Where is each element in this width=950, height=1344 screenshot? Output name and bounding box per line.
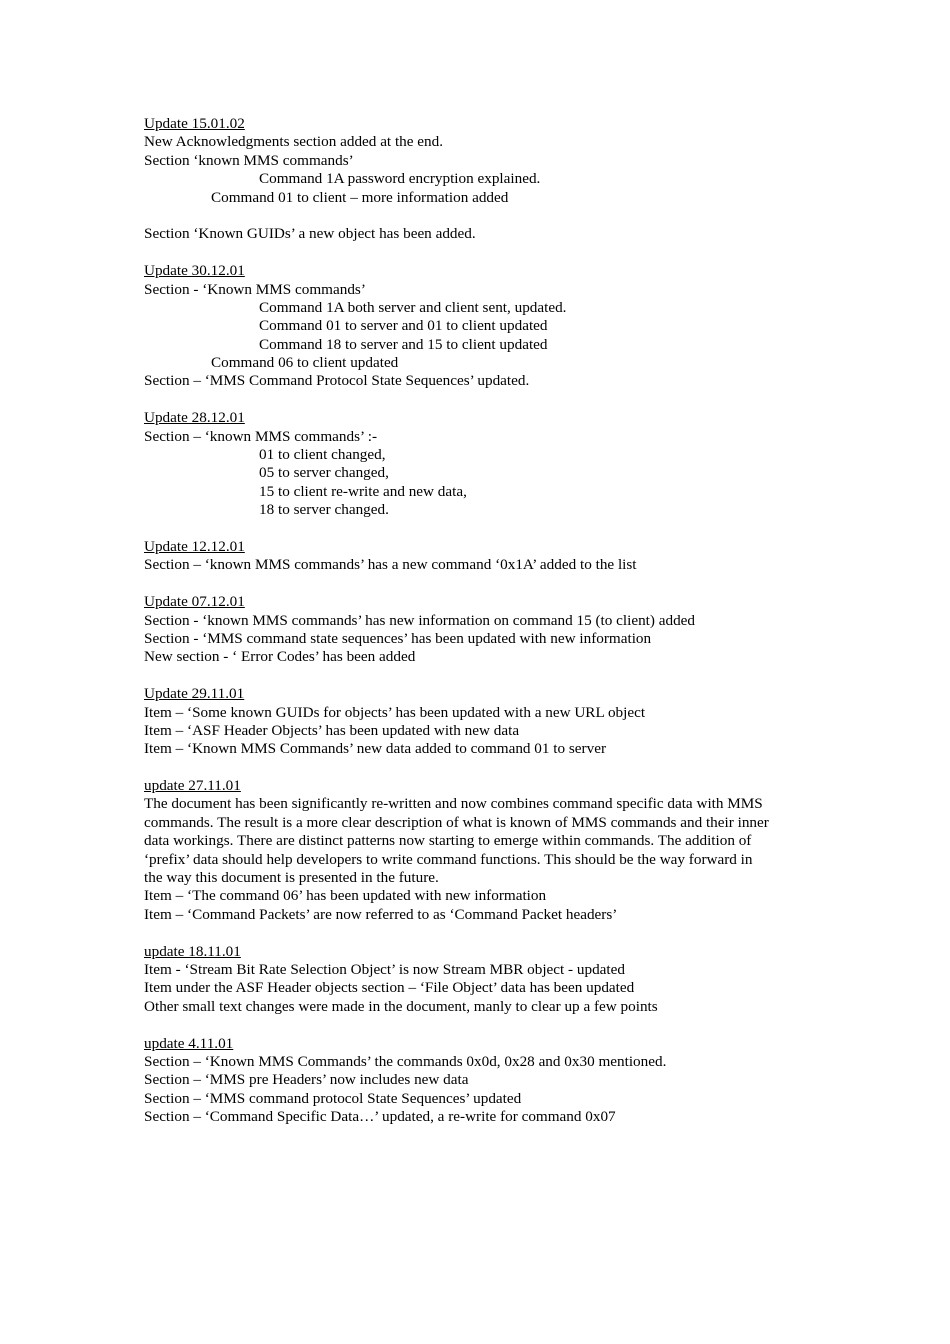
indented-line: Command 01 to client – more information added bbox=[211, 188, 509, 206]
text-line: Section – ‘MMS Command Protocol State Sequences’ updated. bbox=[144, 372, 530, 390]
update-section bbox=[144, 1035, 814, 1127]
text-line: Item - ‘Stream Bit Rate Selection Object’ is now Stream MBR object - updated bbox=[144, 960, 625, 978]
text-line: Section – ‘MMS pre Headers’ now includes new data bbox=[144, 1071, 469, 1089]
update-section bbox=[144, 777, 814, 924]
text-line: Section – ‘Command Specific Data…’ updated, a re-write for command 0x07 bbox=[144, 1108, 616, 1126]
text-line: Item – ‘ASF Header Objects’ has been updated with new data bbox=[144, 721, 520, 739]
document-page bbox=[144, 115, 814, 1126]
paragraph-line: commands. The result is a more clear description of what is known of MMS commands and their inner bbox=[144, 813, 769, 831]
indented-line: 05 to server changed, bbox=[259, 464, 389, 482]
update-section bbox=[144, 409, 814, 519]
text-line: New Acknowledgments section added at the end. bbox=[144, 133, 444, 151]
update-section bbox=[144, 943, 814, 1017]
indented-line: Command 06 to client updated bbox=[211, 354, 399, 372]
text-line: Section – ‘MMS command protocol State Sequences’ updated bbox=[144, 1089, 522, 1107]
text-line: Section – ‘Known MMS Commands’ the commands 0x0d, 0x28 and 0x30 mentioned. bbox=[144, 1052, 667, 1070]
paragraph-line: the way this document is presented in the future. bbox=[144, 869, 439, 887]
text-line: Item under the ASF Header objects section – ‘File Object’ data has been updated bbox=[144, 979, 635, 997]
text-line: Section – ‘known MMS commands’ has a new command ‘0x1A’ added to the list bbox=[144, 556, 637, 574]
update-heading: Update 28.12.01 bbox=[144, 409, 245, 427]
text-line: Section ‘known MMS commands’ bbox=[144, 151, 354, 169]
indented-line: 01 to client changed, bbox=[259, 446, 386, 464]
text-line: Section - ‘known MMS commands’ has new information on command 15 (to client) added bbox=[144, 611, 695, 629]
indented-line: Command 18 to server and 15 to client updated bbox=[259, 335, 548, 353]
indented-line: 15 to client re-write and new data, bbox=[259, 482, 467, 500]
update-section bbox=[144, 593, 814, 667]
update-heading: update 4.11.01 bbox=[144, 1034, 234, 1052]
update-section bbox=[144, 685, 814, 759]
update-heading: Update 29.11.01 bbox=[144, 685, 245, 703]
paragraph-line: ‘prefix’ data should help developers to write command functions. This should be the way forward in bbox=[144, 850, 753, 868]
indented-line: Command 1A both server and client sent, updated. bbox=[259, 298, 567, 316]
indented-line: Command 01 to server and 01 to client updated bbox=[259, 317, 548, 335]
update-section bbox=[144, 115, 814, 244]
update-heading: Update 07.12.01 bbox=[144, 593, 245, 611]
paragraph-line: The document has been significantly re-written and now combines command specific data with MMS bbox=[144, 795, 763, 813]
text-line: Section - ‘Known MMS commands’ bbox=[144, 280, 366, 298]
update-heading: update 27.11.01 bbox=[144, 777, 241, 795]
indented-line: Command 1A password encryption explained. bbox=[259, 170, 541, 188]
update-heading: update 18.11.01 bbox=[144, 942, 241, 960]
text-line: Item – ‘Command Packets’ are now referred to as ‘Command Packet headers’ bbox=[144, 905, 618, 923]
update-heading: Update 12.12.01 bbox=[144, 537, 245, 555]
text-line: Item – ‘Known MMS Commands’ new data added to command 01 to server bbox=[144, 740, 607, 758]
paragraph-line: data workings. There are distinct patterns now starting to emerge within commands. The addition of bbox=[144, 832, 752, 850]
indented-line: 18 to server changed. bbox=[259, 501, 389, 519]
text-line: Other small text changes were made in the document, manly to clear up a few points bbox=[144, 997, 658, 1015]
text-line: Section ‘Known GUIDs’ a new object has been added. bbox=[144, 225, 476, 243]
text-line: New section - ‘ Error Codes’ has been added bbox=[144, 648, 416, 666]
text-line: Section - ‘MMS command state sequences’ has been updated with new information bbox=[144, 629, 652, 647]
update-heading: Update 15.01.02 bbox=[144, 115, 245, 132]
update-heading: Update 30.12.01 bbox=[144, 262, 245, 280]
text-line: Section – ‘known MMS commands’ :- bbox=[144, 427, 377, 445]
text-line: Item – ‘The command 06’ has been updated with new information bbox=[144, 887, 547, 905]
text-line: Item – ‘Some known GUIDs for objects’ has been updated with a new URL object bbox=[144, 703, 646, 721]
update-section bbox=[144, 538, 814, 575]
update-section bbox=[144, 262, 814, 391]
